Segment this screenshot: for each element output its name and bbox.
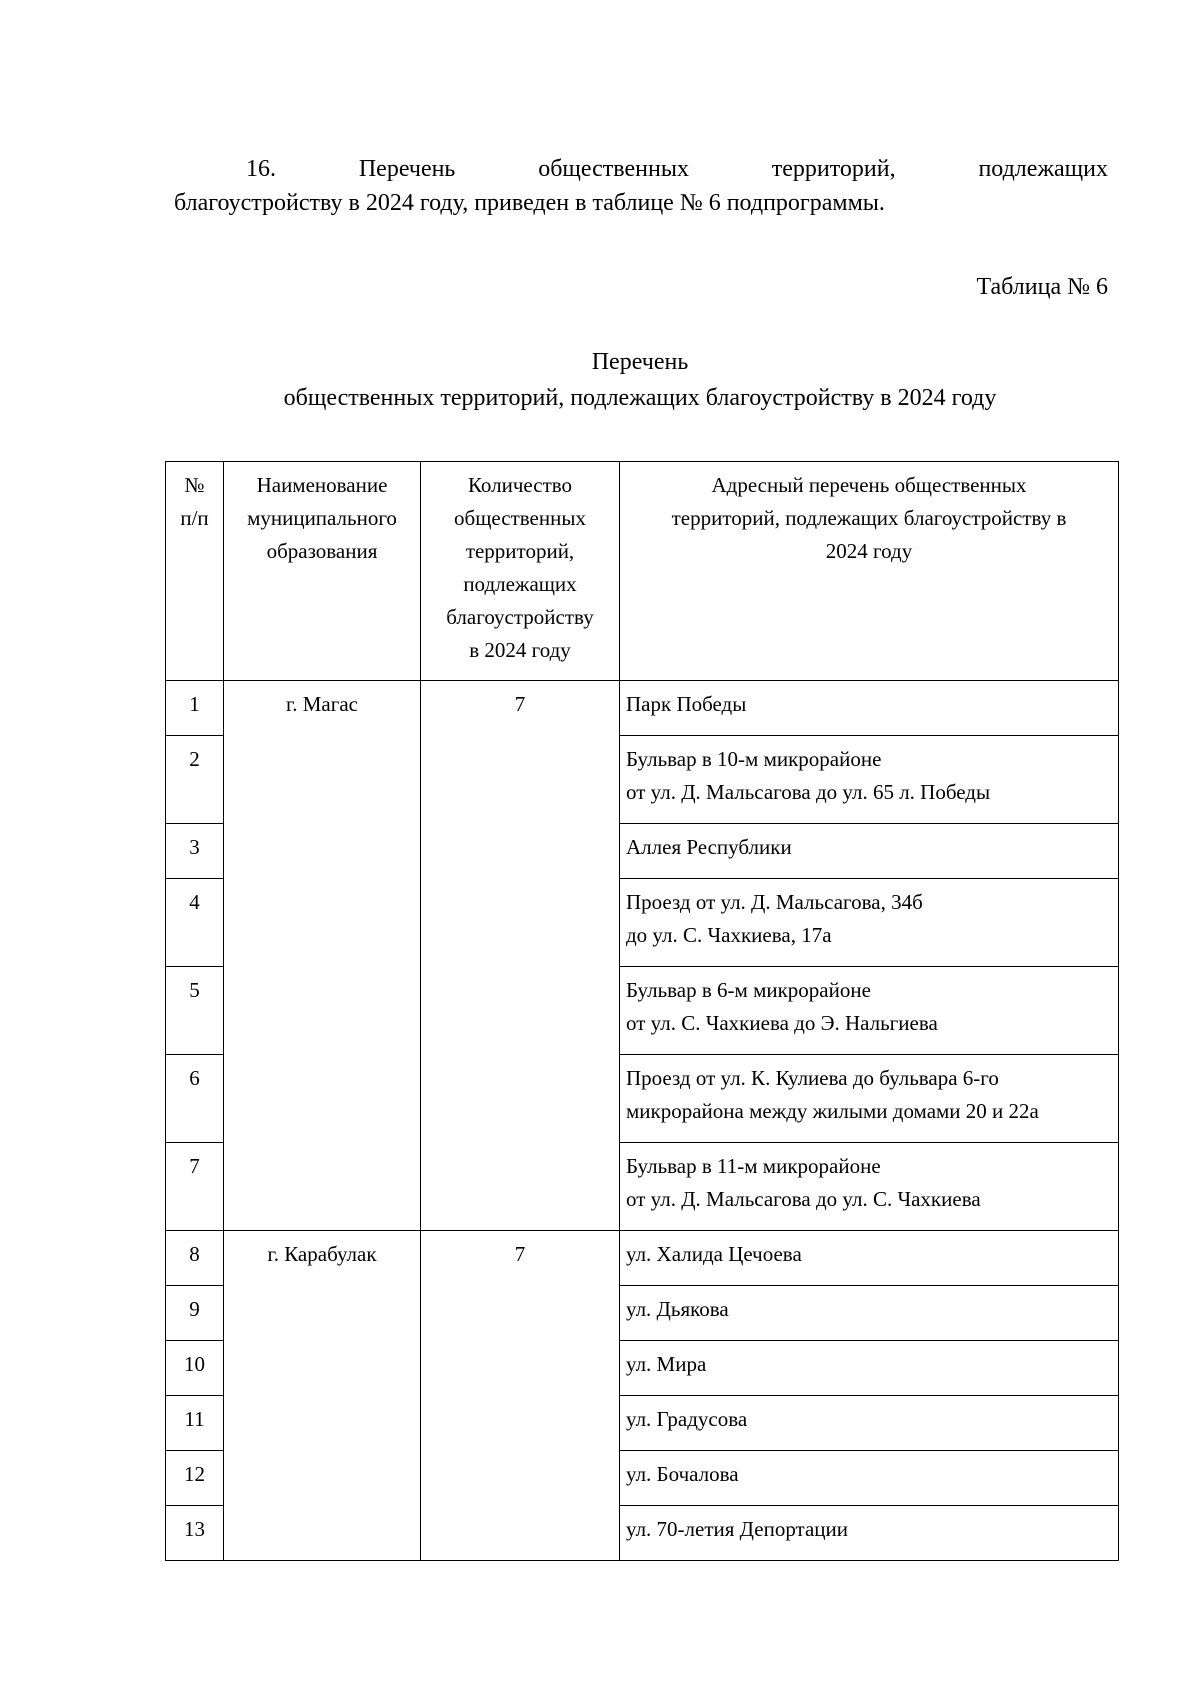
address-cell — [620, 1231, 1119, 1286]
address-cell — [620, 879, 1119, 967]
header-municipality-line: муниципального — [247, 506, 397, 530]
address-cell — [620, 1396, 1119, 1451]
row-num: 12 — [166, 1451, 224, 1506]
address-line: Парк Победы — [626, 692, 747, 716]
address-line: до ул. С. Чахкиева, 17а — [626, 923, 832, 947]
header-address-line: территорий, подлежащих благоустройству в — [671, 506, 1067, 530]
row-num: 11 — [166, 1396, 224, 1451]
address-cell — [620, 1055, 1119, 1143]
address-line: Бульвар в 11-м микрорайоне — [626, 1154, 881, 1178]
address-line: ул. Халида Цечоева — [626, 1242, 802, 1266]
count-cell: 7 — [421, 1231, 620, 1561]
address-cell — [620, 1341, 1119, 1396]
address-cell — [620, 967, 1119, 1055]
header-count-line: Количество — [467, 473, 573, 497]
header-row — [166, 462, 1119, 681]
table-number: Таблица № 6 — [976, 274, 1108, 300]
address-line: Аллея Республики — [626, 835, 792, 859]
row-num: 6 — [166, 1055, 224, 1143]
territories-table — [165, 461, 1119, 1561]
address-cell — [620, 1143, 1119, 1231]
address-line: ул. Бочалова — [626, 1462, 739, 1486]
address-line: от ул. Д. Мальсагова до ул. 65 л. Победы — [626, 780, 991, 804]
table-row — [166, 681, 1119, 736]
address-cell — [620, 1451, 1119, 1506]
header-count — [421, 462, 620, 681]
header-num-line: № — [184, 473, 205, 497]
row-num: 10 — [166, 1341, 224, 1396]
header-count-line: подлежащих — [463, 572, 577, 596]
address-cell — [620, 736, 1119, 824]
address-cell — [620, 681, 1119, 736]
address-line: ул. Градусова — [626, 1407, 748, 1431]
address-line: Бульвар в 6-м микрорайоне — [626, 978, 871, 1002]
header-municipality — [224, 462, 421, 681]
intro-rest: благоустройству в 2024 году, приведен в таблице № 6 подпрограммы. — [174, 190, 885, 216]
count-cell: 7 — [421, 681, 620, 1231]
row-num: 13 — [166, 1506, 224, 1561]
municipality-cell: г. Магас — [224, 681, 421, 1231]
address-line: Бульвар в 10-м микрорайоне — [626, 747, 882, 771]
table-title-line2: общественных территорий, подлежащих благоустройству в 2024 году — [283, 385, 997, 411]
address-cell — [620, 1506, 1119, 1561]
address-line: ул. Мира — [626, 1352, 707, 1376]
row-num: 3 — [166, 824, 224, 879]
header-address — [620, 462, 1119, 681]
address-line: Проезд от ул. Д. Мальсагова, 34б — [626, 890, 923, 914]
row-num: 4 — [166, 879, 224, 967]
table-row — [166, 1231, 1119, 1286]
intro-paragraph — [174, 152, 1108, 220]
header-count-line: благоустройству — [446, 605, 594, 629]
header-num-line: п/п — [180, 506, 209, 530]
address-cell — [620, 824, 1119, 879]
address-line: ул. Дьякова — [626, 1297, 729, 1321]
address-line: от ул. Д. Мальсагова до ул. С. Чахкиева — [626, 1187, 981, 1211]
header-address-line: Адресный перечень общественных — [711, 473, 1027, 497]
row-num: 1 — [166, 681, 224, 736]
header-address-line: 2024 году — [825, 539, 913, 563]
row-num: 9 — [166, 1286, 224, 1341]
row-num: 7 — [166, 1143, 224, 1231]
address-line: микрорайона между жилыми домами 20 и 22а — [626, 1099, 1039, 1123]
row-num: 5 — [166, 967, 224, 1055]
table-title — [150, 344, 1130, 416]
header-count-line: территорий, — [465, 539, 575, 563]
header-num — [166, 462, 224, 681]
table-title-line1: Перечень — [591, 349, 689, 375]
intro-first-line: 16. Перечень общественных территорий, подлежащих — [246, 156, 1108, 182]
row-num: 2 — [166, 736, 224, 824]
header-municipality-line: образования — [266, 539, 378, 563]
municipality-cell: г. Карабулак — [224, 1231, 421, 1561]
address-line: от ул. С. Чахкиева до Э. Нальгиева — [626, 1011, 938, 1035]
header-count-line: общественных — [454, 506, 586, 530]
address-line: ул. 70-летия Депортации — [626, 1517, 849, 1541]
address-cell — [620, 1286, 1119, 1341]
header-municipality-line: Наименование — [256, 473, 388, 497]
address-line: Проезд от ул. К. Кулиева до бульвара 6-го — [626, 1066, 999, 1090]
row-num: 8 — [166, 1231, 224, 1286]
header-count-line: в 2024 году — [469, 638, 571, 662]
